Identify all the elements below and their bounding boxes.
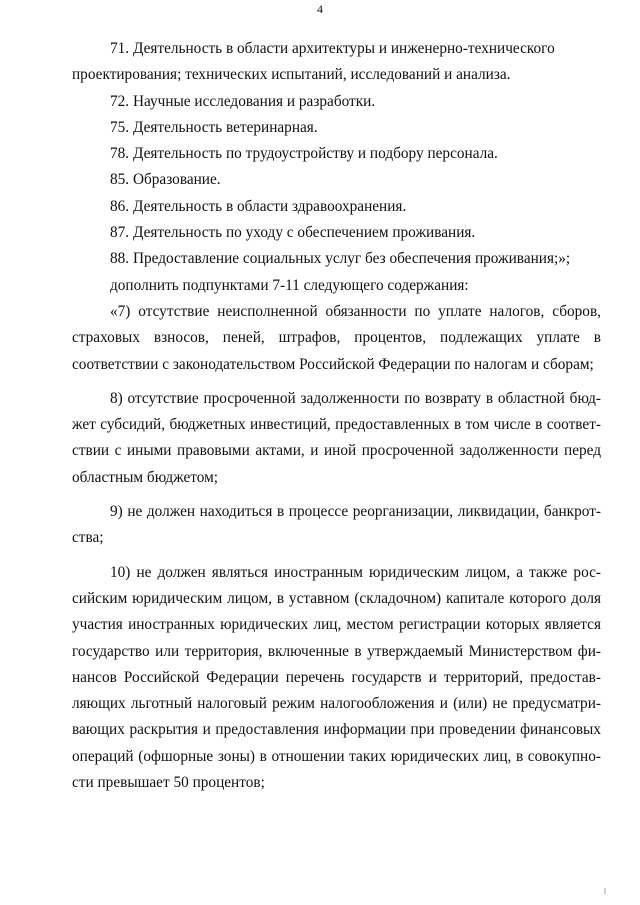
paragraph-item-71: 71. Деятельность в области архитектуры и инженерно-технического проектирования; технических испытаний, исследований и анализа. xyxy=(72,40,555,84)
paragraph-amend-intro: дополнить подпунктами 7-11 следующего содержания: xyxy=(110,276,469,294)
paragraph-subitem-10: 10) не должен являться иностранным юридическим лицом, а также российским юридическим лицом, в уставном (складочном) капитале которого доля участия иностранных юридических лиц, местом регистрации которых является государство или территория, включенные в утверждаемый Министерством финансов Российской Федерации перечень государств и территорий, предоставляющих льготный налоговый режим налогообложения и (или) не предусматривающих раскрытия и предоставления информации при проведении финансовых операций (офшорные зоны) в отношении таких юридических лиц, в совокупности превышает 50 процентов; xyxy=(72,563,601,792)
paragraph-item-86: 86. Деятельность в области здравоохранения. xyxy=(110,197,407,215)
paragraph-item-72: 72. Научные исследования и разработки. xyxy=(110,92,376,110)
document-body xyxy=(72,36,601,796)
paragraph-item-75: 75. Деятельность ветеринарная. xyxy=(110,118,318,136)
paragraph-item-88: 88. Предоставление социальных услуг без обеспечения проживания;»; xyxy=(110,250,571,268)
paragraph-subitem-8: 8) отсутствие просроченной задолженности по возврату в областной бюджет субсидий, бюджетных инвестиций, предоставленных в том числе в соответствии с иными правовыми актами, и иной просроченной задолженности перед областным бюджетом; xyxy=(72,389,601,486)
paragraph-item-78: 78. Деятельность по трудоустройству и подбору персонала. xyxy=(110,145,498,163)
paragraph-item-85: 85. Образование. xyxy=(110,171,221,189)
paragraph-subitem-9: 9) не должен находиться в процессе реорганизации, ликвидации, банкротства; xyxy=(72,503,601,547)
page-number: 4 xyxy=(317,2,323,16)
paragraph-subitem-7: «7) отсутствие неисполненной обязанности по уплате налогов, сборов, страховых взносов, пеней, штрафов, процентов, подлежащих уплате в соответствии с законодательством Российской Федерации по налогам и сборам; xyxy=(72,302,601,373)
paragraph-item-87: 87. Деятельность по уходу с обеспечением проживания. xyxy=(110,224,476,242)
scan-speck xyxy=(604,888,606,894)
